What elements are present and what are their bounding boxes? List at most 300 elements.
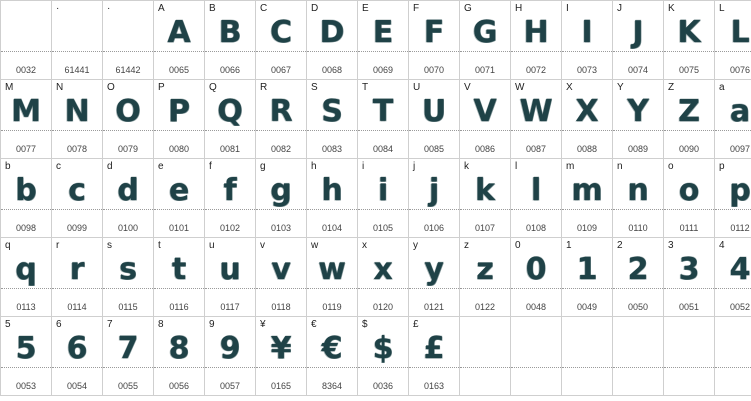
glyph-cell-body	[511, 238, 561, 316]
glyph-char-label: t	[158, 240, 161, 251]
glyph-cell-body	[460, 80, 510, 158]
glyph-cell[interactable]	[511, 317, 562, 396]
glyph-char-label: a	[719, 82, 725, 93]
glyph-row	[1, 1, 751, 80]
glyph-code-label: 0056	[168, 381, 190, 391]
glyph-char-label: n	[617, 161, 623, 172]
glyph-sample: z	[476, 252, 494, 287]
glyph-cell[interactable]	[205, 317, 256, 396]
glyph-cell[interactable]	[154, 159, 205, 238]
glyph-cell[interactable]	[511, 80, 562, 159]
glyph-code-label: 0117	[220, 302, 240, 312]
glyph-char-label: c	[56, 161, 61, 172]
glyph-cell-body	[154, 80, 204, 158]
glyph-cell[interactable]	[613, 1, 664, 80]
glyph-cell[interactable]	[613, 80, 664, 159]
glyph-cell[interactable]	[664, 317, 715, 396]
glyph-sample: Y	[627, 94, 649, 129]
glyph-cell[interactable]	[562, 1, 613, 80]
glyph-char-label: K	[668, 3, 675, 14]
glyph-sample	[103, 13, 153, 53]
glyph-cell-body	[205, 238, 255, 316]
glyph-cell[interactable]	[154, 1, 205, 80]
glyph-cell-body	[256, 159, 306, 237]
glyph-cell[interactable]	[205, 1, 256, 80]
glyph-cell[interactable]	[103, 238, 154, 317]
glyph-cell-body	[613, 1, 663, 79]
glyph-cell[interactable]	[103, 159, 154, 238]
glyph-cell-body	[715, 159, 751, 237]
glyph-sample: a	[729, 94, 751, 129]
glyph-baseline	[511, 51, 561, 52]
glyph-char-label: Q	[209, 82, 217, 93]
glyph-code-label: 0121	[423, 302, 445, 312]
glyph-sample	[613, 329, 663, 369]
glyph-baseline	[205, 367, 255, 368]
glyph-sample: C	[269, 15, 293, 50]
glyph-char-label: 1	[566, 240, 572, 251]
glyph-code-label: 0053	[15, 381, 37, 391]
glyph-code-label: 0098	[15, 223, 37, 233]
glyph-baseline	[205, 209, 255, 210]
glyph-char-label: B	[209, 3, 216, 14]
glyph-sample: q	[15, 252, 37, 287]
glyph-baseline	[409, 130, 459, 131]
glyph-sample: R	[269, 94, 293, 129]
glyph-baseline	[460, 51, 510, 52]
glyph-cell[interactable]	[409, 317, 460, 396]
glyph-code-label: 0082	[270, 144, 292, 154]
glyph-cell-body	[613, 317, 663, 395]
glyph-cell-body	[1, 317, 51, 395]
glyph-baseline	[154, 288, 204, 289]
glyph-code-label: 0105	[372, 223, 394, 233]
glyph-char-label: I	[566, 3, 569, 14]
glyph-char-label: 4	[719, 240, 725, 251]
glyph-cell[interactable]	[664, 1, 715, 80]
glyph-cell-body	[103, 159, 153, 237]
glyph-code-label: 0081	[219, 144, 241, 154]
glyph-baseline	[409, 367, 459, 368]
glyph-code-label: 0057	[219, 381, 241, 391]
glyph-char-label: M	[5, 82, 14, 93]
glyph-char-label: v	[260, 240, 265, 251]
glyph-code-label: 61442	[115, 65, 141, 75]
glyph-baseline	[154, 209, 204, 210]
glyph-baseline	[52, 130, 102, 131]
glyph-cell[interactable]	[613, 238, 664, 317]
glyph-sample: 2	[627, 252, 649, 287]
glyph-baseline	[1, 209, 51, 210]
glyph-cell[interactable]	[358, 159, 409, 238]
glyph-code-label: 0109	[576, 223, 598, 233]
glyph-char-label: £	[413, 319, 419, 330]
glyph-cell[interactable]	[1, 317, 52, 396]
glyph-char-label: d	[107, 161, 113, 172]
glyph-sample: D	[319, 15, 345, 50]
glyph-cell-body	[715, 238, 751, 316]
glyph-char-label: ¥	[260, 319, 266, 330]
glyph-code-label: 0107	[474, 223, 496, 233]
glyph-sample: F	[423, 15, 445, 50]
glyph-baseline	[256, 130, 306, 131]
glyph-code-label: 0089	[627, 144, 649, 154]
glyph-cell[interactable]	[562, 159, 613, 238]
glyph-baseline	[613, 367, 663, 368]
glyph-code-label: 0076	[729, 65, 751, 75]
glyph-sample: S	[321, 94, 343, 129]
glyph-cell[interactable]	[205, 159, 256, 238]
glyph-cell[interactable]	[307, 159, 358, 238]
glyph-baseline	[460, 130, 510, 131]
glyph-baseline	[52, 367, 102, 368]
glyph-code-label: 0071	[474, 65, 496, 75]
glyph-char-label: 2	[617, 240, 623, 251]
glyph-code-label: 0114	[67, 302, 87, 312]
glyph-sample: L	[730, 15, 750, 50]
glyph-char-label: f	[209, 161, 212, 172]
glyph-code-label: 0072	[525, 65, 547, 75]
glyph-baseline	[52, 209, 102, 210]
glyph-code-label: 0049	[576, 302, 598, 312]
glyph-cell[interactable]	[460, 159, 511, 238]
glyph-cell-body	[1, 238, 51, 316]
glyph-baseline	[562, 130, 612, 131]
glyph-cell[interactable]	[664, 159, 715, 238]
glyph-cell[interactable]	[460, 1, 511, 80]
glyph-cell-body	[358, 80, 408, 158]
glyph-cell[interactable]	[613, 159, 664, 238]
glyph-baseline	[103, 209, 153, 210]
glyph-row	[1, 317, 751, 396]
glyph-sample: n	[627, 173, 649, 208]
glyph-baseline	[307, 367, 357, 368]
glyph-cell-body	[256, 80, 306, 158]
glyph-cell[interactable]	[460, 317, 511, 396]
glyph-char-label: L	[719, 3, 725, 14]
glyph-sample: ¥	[270, 331, 292, 366]
glyph-cell[interactable]	[613, 317, 664, 396]
glyph-sample: g	[270, 173, 292, 208]
glyph-sample: B	[218, 15, 242, 50]
glyph-cell-body	[358, 317, 408, 395]
glyph-grid-body	[1, 1, 751, 396]
glyph-cell[interactable]	[205, 80, 256, 159]
glyph-sample: £	[423, 331, 445, 366]
glyph-cell-body	[460, 1, 510, 79]
glyph-sample: J	[632, 15, 644, 50]
glyph-cell-body	[154, 238, 204, 316]
glyph-cell-body	[103, 1, 153, 79]
glyph-cell[interactable]	[1, 1, 52, 80]
glyph-sample: K	[677, 15, 701, 50]
glyph-cell-body	[562, 238, 612, 316]
glyph-code-label: 0111	[679, 223, 699, 233]
glyph-sample: t	[171, 252, 187, 287]
glyph-sample	[511, 329, 561, 369]
glyph-baseline	[715, 209, 751, 210]
glyph-char-label: ·	[56, 3, 60, 14]
glyph-code-label: 0090	[678, 144, 700, 154]
glyph-baseline	[562, 288, 612, 289]
glyph-char-label: x	[362, 240, 367, 251]
glyph-baseline	[358, 209, 408, 210]
glyph-cell[interactable]	[52, 159, 103, 238]
glyph-char-label: 7	[107, 319, 113, 330]
glyph-char-label: 3	[668, 240, 674, 251]
glyph-sample: 1	[576, 252, 598, 287]
glyph-baseline	[511, 367, 561, 368]
glyph-cell[interactable]	[256, 80, 307, 159]
glyph-sample: k	[475, 173, 495, 208]
glyph-char-label: i	[362, 161, 365, 172]
glyph-cell[interactable]	[562, 238, 613, 317]
glyph-cell[interactable]	[52, 1, 103, 80]
glyph-row	[1, 238, 751, 317]
glyph-code-label: 0069	[372, 65, 394, 75]
glyph-cell[interactable]	[52, 238, 103, 317]
glyph-cell-body	[205, 317, 255, 395]
glyph-cell[interactable]	[664, 238, 715, 317]
glyph-baseline	[664, 130, 714, 131]
glyph-cell[interactable]	[307, 238, 358, 317]
glyph-cell[interactable]	[154, 80, 205, 159]
glyph-sample: f	[223, 173, 237, 208]
glyph-cell[interactable]	[409, 1, 460, 80]
glyph-char-label: j	[413, 161, 416, 172]
glyph-cell[interactable]	[715, 238, 751, 317]
glyph-char-label: s	[107, 240, 112, 251]
glyph-baseline	[52, 51, 102, 52]
glyph-cell-body	[511, 80, 561, 158]
glyph-cell[interactable]	[307, 1, 358, 80]
glyph-baseline	[1, 288, 51, 289]
glyph-cell-body	[511, 317, 561, 395]
glyph-sample: d	[117, 173, 139, 208]
glyph-code-label: 0051	[678, 302, 700, 312]
glyph-cell[interactable]	[358, 238, 409, 317]
glyph-cell-body	[52, 159, 102, 237]
glyph-cell[interactable]	[103, 80, 154, 159]
glyph-code-label: 0077	[15, 144, 37, 154]
glyph-sample: m	[571, 173, 603, 208]
glyph-cell[interactable]	[409, 159, 460, 238]
glyph-cell[interactable]	[715, 1, 751, 80]
glyph-cell[interactable]	[715, 80, 751, 159]
glyph-char-label: C	[260, 3, 268, 14]
glyph-cell[interactable]	[256, 238, 307, 317]
glyph-sample: U	[421, 94, 447, 129]
glyph-char-label: F	[413, 3, 420, 14]
glyph-baseline	[256, 288, 306, 289]
glyph-char-label: W	[515, 82, 525, 93]
glyph-cell[interactable]	[103, 1, 154, 80]
glyph-sample: x	[373, 252, 393, 287]
glyph-sample: b	[15, 173, 37, 208]
glyph-cell[interactable]	[664, 80, 715, 159]
glyph-cell-body	[664, 80, 714, 158]
glyph-char-label: ·	[107, 3, 111, 14]
glyph-code-label: 0087	[525, 144, 547, 154]
glyph-code-label: 0048	[525, 302, 547, 312]
glyph-cell[interactable]	[460, 80, 511, 159]
glyph-code-label: 0116	[169, 302, 189, 312]
glyph-code-label: 0083	[321, 144, 343, 154]
glyph-baseline	[103, 367, 153, 368]
glyph-sample	[562, 329, 612, 369]
glyph-char-label: 0	[515, 240, 521, 251]
glyph-cell[interactable]	[1, 238, 52, 317]
glyph-char-label: N	[56, 82, 64, 93]
glyph-code-label: 0118	[271, 302, 291, 312]
glyph-cell-body	[664, 1, 714, 79]
glyph-cell[interactable]	[307, 80, 358, 159]
glyph-cell[interactable]	[1, 159, 52, 238]
glyph-cell-body	[460, 317, 510, 395]
glyph-char-label: D	[311, 3, 319, 14]
glyph-code-label: 0085	[423, 144, 445, 154]
glyph-cell-body	[664, 159, 714, 237]
glyph-baseline	[562, 367, 612, 368]
glyph-sample: e	[168, 173, 190, 208]
glyph-cell[interactable]	[511, 238, 562, 317]
glyph-baseline	[460, 367, 510, 368]
glyph-cell[interactable]	[256, 1, 307, 80]
glyph-char-label: O	[107, 82, 115, 93]
glyph-char-label: u	[209, 240, 215, 251]
glyph-cell[interactable]	[358, 1, 409, 80]
glyph-sample: €	[321, 331, 343, 366]
glyph-baseline	[1, 51, 51, 52]
glyph-baseline	[664, 288, 714, 289]
glyph-cell-body	[52, 80, 102, 158]
glyph-cell-body	[52, 238, 102, 316]
glyph-cell[interactable]	[103, 317, 154, 396]
glyph-cell-body	[409, 1, 459, 79]
glyph-sample: w	[318, 252, 346, 287]
glyph-char-label: h	[311, 161, 317, 172]
glyph-cell-body	[358, 159, 408, 237]
glyph-code-label: 0075	[678, 65, 700, 75]
glyph-cell-body	[409, 80, 459, 158]
glyph-cell-body	[409, 317, 459, 395]
glyph-cell-body	[307, 1, 357, 79]
glyph-code-label: 0110	[628, 223, 648, 233]
glyph-cell[interactable]	[52, 317, 103, 396]
glyph-code-label: 0068	[321, 65, 343, 75]
glyph-cell-body	[460, 238, 510, 316]
glyph-cell[interactable]	[256, 317, 307, 396]
glyph-cell-body	[103, 238, 153, 316]
glyph-cell[interactable]	[715, 317, 751, 396]
glyph-code-label: 0073	[576, 65, 598, 75]
glyph-cell-body	[715, 1, 751, 79]
glyph-code-label: 0101	[168, 223, 190, 233]
glyph-code-label: 0163	[423, 381, 445, 391]
glyph-cell[interactable]	[358, 80, 409, 159]
glyph-cell[interactable]	[52, 80, 103, 159]
glyph-cell[interactable]	[715, 159, 751, 238]
glyph-baseline	[613, 288, 663, 289]
glyph-baseline	[103, 288, 153, 289]
glyph-cell-body	[664, 317, 714, 395]
glyph-baseline	[256, 209, 306, 210]
glyph-cell-body	[205, 1, 255, 79]
glyph-baseline	[307, 130, 357, 131]
glyph-cell[interactable]	[205, 238, 256, 317]
glyph-cell[interactable]	[562, 80, 613, 159]
glyph-char-label: w	[311, 240, 319, 251]
glyph-cell[interactable]	[562, 317, 613, 396]
glyph-baseline	[358, 130, 408, 131]
glyph-baseline	[103, 51, 153, 52]
glyph-char-label: 9	[209, 319, 215, 330]
glyph-char-label: T	[362, 82, 369, 93]
glyph-code-label: 0074	[627, 65, 649, 75]
glyph-char-label: 8	[158, 319, 164, 330]
glyph-cell[interactable]	[511, 1, 562, 80]
glyph-baseline	[613, 51, 663, 52]
glyph-baseline	[409, 51, 459, 52]
glyph-sample: 6	[66, 331, 88, 366]
glyph-cell[interactable]	[358, 317, 409, 396]
glyph-cell[interactable]	[409, 238, 460, 317]
glyph-char-label: r	[56, 240, 60, 251]
glyph-cell-body	[154, 1, 204, 79]
glyph-cell[interactable]	[154, 238, 205, 317]
glyph-cell-body	[307, 238, 357, 316]
glyph-sample	[664, 329, 714, 369]
glyph-code-label: 0115	[118, 302, 138, 312]
glyph-sample	[460, 329, 510, 369]
glyph-cell-body	[103, 317, 153, 395]
glyph-cell-body	[205, 80, 255, 158]
glyph-char-label: y	[413, 240, 418, 251]
glyph-code-label: 0100	[117, 223, 139, 233]
glyph-cell[interactable]	[409, 80, 460, 159]
glyph-sample: T	[372, 94, 394, 129]
glyph-code-label: 0106	[423, 223, 445, 233]
glyph-cell[interactable]	[256, 159, 307, 238]
glyph-sample: P	[168, 94, 190, 129]
glyph-cell-body	[409, 159, 459, 237]
glyph-cell-body	[511, 1, 561, 79]
glyph-cell[interactable]	[154, 317, 205, 396]
glyph-code-label: 0070	[423, 65, 445, 75]
glyph-sample: r	[69, 252, 85, 287]
glyph-row	[1, 80, 751, 159]
glyph-char-label: J	[617, 3, 622, 14]
glyph-cell-body	[205, 159, 255, 237]
glyph-row	[1, 159, 751, 238]
glyph-baseline	[154, 51, 204, 52]
glyph-sample: $	[372, 331, 394, 366]
glyph-char-label: Z	[668, 82, 675, 93]
glyph-code-label: 0122	[474, 302, 496, 312]
glyph-char-label: X	[566, 82, 573, 93]
glyph-cell[interactable]	[511, 159, 562, 238]
glyph-code-label: 0102	[219, 223, 241, 233]
glyph-sample: 5	[15, 331, 37, 366]
glyph-cell[interactable]	[1, 80, 52, 159]
glyph-sample: c	[68, 173, 86, 208]
glyph-cell[interactable]	[460, 238, 511, 317]
glyph-sample: V	[473, 94, 497, 129]
glyph-baseline	[205, 51, 255, 52]
glyph-cell[interactable]	[307, 317, 358, 396]
glyph-sample: 9	[219, 331, 241, 366]
glyph-sample: I	[581, 15, 593, 50]
